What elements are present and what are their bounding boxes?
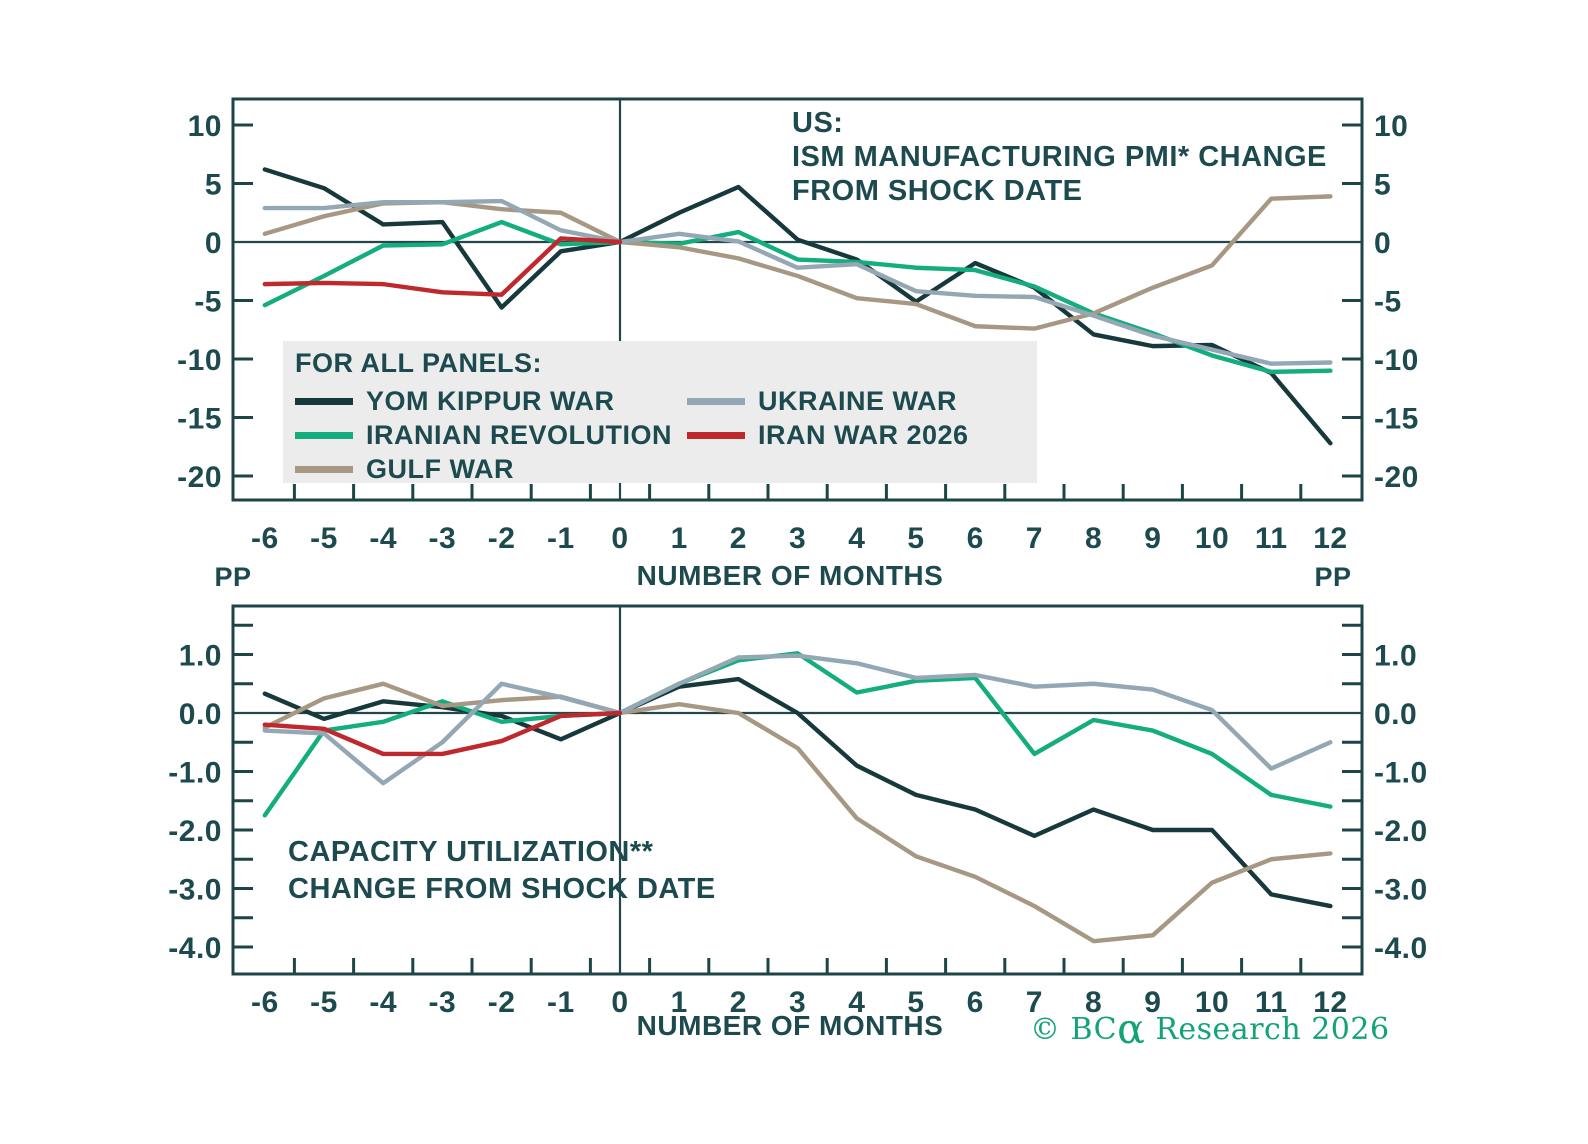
- svg-text:-10: -10: [177, 344, 222, 377]
- x-axis-title-bottom: NUMBER OF MONTHS: [636, 1010, 944, 1041]
- gulf-war-line-swatch: [295, 466, 353, 473]
- svg-text:6: 6: [966, 986, 984, 1019]
- svg-text:-20: -20: [177, 461, 222, 494]
- bottom-chart-title-line-1: CAPACITY UTILIZATION**: [288, 836, 654, 868]
- svg-text:1.0: 1.0: [178, 639, 222, 673]
- svg-text:8: 8: [1085, 522, 1103, 555]
- svg-text:-2: -2: [487, 522, 516, 555]
- svg-text:0: 0: [611, 986, 629, 1019]
- svg-text:1: 1: [670, 522, 688, 555]
- svg-text:1: 1: [670, 986, 688, 1019]
- legend-item-iranian-revolution: [295, 418, 687, 452]
- svg-text:9: 9: [1144, 522, 1162, 555]
- svg-text:-15: -15: [177, 402, 222, 436]
- svg-text:-10: -10: [1374, 344, 1419, 377]
- top-chart-title-line-3: FROM SHOCK DATE: [792, 175, 1083, 207]
- svg-text:-1: -1: [546, 986, 575, 1019]
- svg-text:2: 2: [729, 522, 747, 555]
- legend-item-ukraine-war: [687, 384, 969, 418]
- svg-text:10: 10: [1194, 522, 1230, 555]
- credit-prefix: © BC: [1030, 1012, 1118, 1047]
- legend-label: IRANIAN REVOLUTION: [366, 419, 672, 450]
- svg-text:-2: -2: [487, 986, 516, 1019]
- svg-text:-5: -5: [310, 522, 338, 555]
- legend-label: GULF WAR: [366, 453, 514, 484]
- top-chart-title: [792, 106, 1327, 208]
- credit-suffix: Research 2026: [1145, 1012, 1390, 1047]
- svg-text:-2.0: -2.0: [168, 815, 222, 848]
- svg-text:5: 5: [907, 986, 925, 1019]
- svg-text:3: 3: [789, 522, 807, 555]
- svg-text:-3: -3: [428, 522, 457, 555]
- bottom-chart-title-line-2: CHANGE FROM SHOCK DATE: [288, 873, 716, 905]
- legend-item-yom-kippur-war: [295, 384, 687, 418]
- svg-text:-4.0: -4.0: [1374, 932, 1428, 965]
- top-chart-title-line-2: ISM MANUFACTURING PMI* CHANGE: [792, 141, 1327, 173]
- svg-text:-5: -5: [194, 285, 222, 319]
- iranian-revolution-line-swatch: [295, 432, 353, 439]
- svg-text:4: 4: [848, 522, 866, 555]
- svg-text:0: 0: [611, 522, 629, 555]
- svg-text:-20: -20: [1374, 461, 1419, 494]
- svg-text:9: 9: [1144, 986, 1162, 1019]
- svg-text:0: 0: [1374, 227, 1392, 260]
- pp-unit-label-left: PP: [214, 562, 252, 592]
- svg-text:12: 12: [1313, 522, 1348, 555]
- ukraine-war-line-swatch: [687, 398, 745, 405]
- svg-text:4: 4: [848, 986, 866, 1019]
- svg-text:-4.0: -4.0: [168, 932, 222, 965]
- svg-text:7: 7: [1025, 522, 1043, 555]
- svg-text:-1.0: -1.0: [168, 756, 222, 790]
- svg-text:5: 5: [907, 522, 925, 555]
- legend-item-iran-war-2026: [687, 418, 969, 452]
- legend-item-gulf-war: [295, 452, 687, 486]
- legend-label: YOM KIPPUR WAR: [366, 385, 615, 416]
- svg-text:10: 10: [1194, 986, 1230, 1019]
- svg-text:-5: -5: [1374, 285, 1402, 319]
- pp-unit-label-right: PP: [1314, 562, 1352, 592]
- svg-text:0.0: 0.0: [1374, 698, 1418, 731]
- svg-text:5: 5: [1374, 168, 1392, 202]
- svg-text:-3.0: -3.0: [168, 873, 222, 907]
- bottom-chart-title: [288, 834, 716, 908]
- svg-text:-15: -15: [1374, 402, 1419, 436]
- x-axis-title-top: NUMBER OF MONTHS: [636, 560, 944, 591]
- svg-text:2: 2: [729, 986, 747, 1019]
- svg-text:3: 3: [789, 986, 807, 1019]
- svg-text:-3.0: -3.0: [1374, 873, 1428, 907]
- yom-kippur-war-line-swatch: [295, 398, 353, 405]
- svg-text:11: 11: [1254, 522, 1288, 555]
- svg-text:-4: -4: [369, 522, 398, 555]
- bca-alpha-logo-glyph: α: [1117, 1005, 1146, 1053]
- svg-text:10: 10: [187, 110, 222, 143]
- svg-text:-2.0: -2.0: [1374, 815, 1428, 848]
- svg-text:-1.0: -1.0: [1374, 756, 1428, 790]
- svg-text:11: 11: [1254, 986, 1288, 1019]
- svg-text:7: 7: [1025, 986, 1043, 1019]
- svg-text:0.0: 0.0: [178, 698, 222, 731]
- svg-text:-3: -3: [428, 986, 457, 1019]
- bca-research-credit: [1030, 1005, 1390, 1053]
- svg-text:0: 0: [204, 227, 222, 260]
- svg-text:-1: -1: [546, 522, 575, 555]
- iran-war-2026-line-swatch: [687, 432, 745, 439]
- svg-text:8: 8: [1085, 986, 1103, 1019]
- svg-text:10: 10: [1374, 110, 1409, 143]
- legend-label: IRAN WAR 2026: [758, 419, 969, 450]
- svg-text:-5: -5: [310, 986, 338, 1019]
- svg-text:-6: -6: [250, 986, 279, 1019]
- svg-text:1.0: 1.0: [1374, 639, 1418, 673]
- svg-text:-6: -6: [250, 522, 279, 555]
- legend-header: FOR ALL PANELS:: [295, 348, 542, 378]
- svg-text:12: 12: [1313, 986, 1348, 1019]
- svg-text:6: 6: [966, 522, 984, 555]
- svg-text:-4: -4: [369, 986, 398, 1019]
- legend-label: UKRAINE WAR: [758, 385, 957, 416]
- svg-text:5: 5: [204, 168, 222, 202]
- top-chart-title-line-1: US:: [792, 107, 844, 139]
- legend: [283, 341, 1037, 483]
